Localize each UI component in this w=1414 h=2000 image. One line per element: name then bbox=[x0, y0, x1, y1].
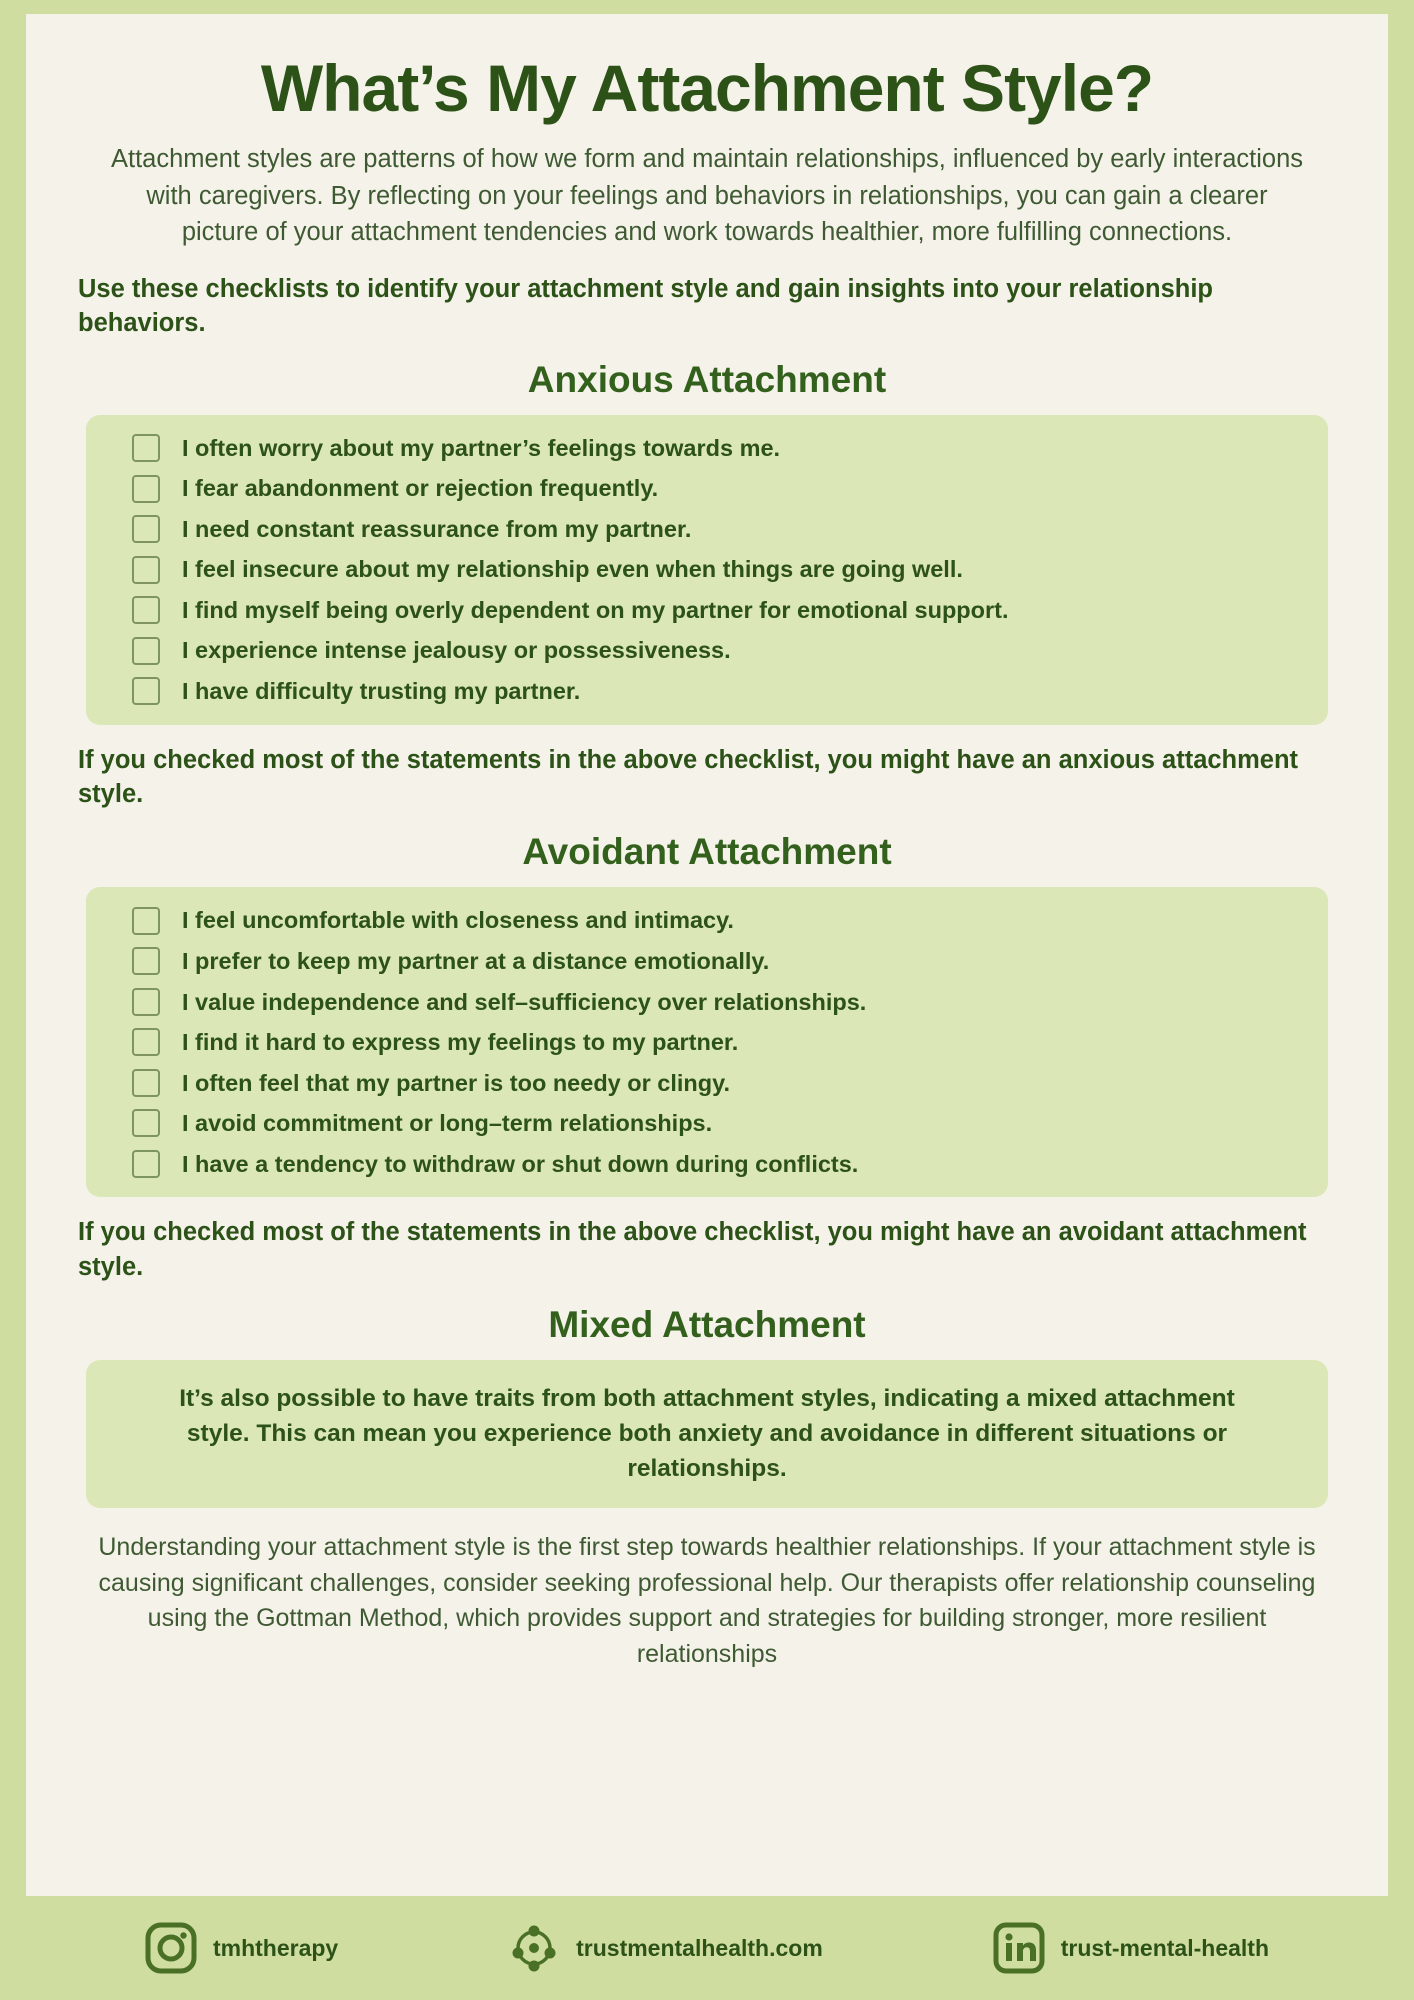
checkbox-icon[interactable] bbox=[132, 907, 160, 935]
list-item-label: I find it hard to express my feelings to my partner. bbox=[182, 1029, 739, 1056]
list-item[interactable] bbox=[110, 1108, 1308, 1139]
section-title-avoidant: Avoidant Attachment bbox=[522, 831, 892, 873]
outro-paragraph: Understanding your attachment style is the first step towards healthier relationships. If your attachment style is causing significant challenges, consider seeking professional help. Our therapists offer relationship counseling using the Gottman Method, which provides support and strategies for building stronger, more resilient relationships bbox=[98, 1533, 1316, 1668]
footer-instagram-label: tmhtherapy bbox=[212, 1934, 339, 1961]
list-item-label: I avoid commitment or long–term relationships. bbox=[182, 1110, 713, 1137]
linkedin-icon bbox=[993, 1922, 1045, 1974]
footer-linkedin-label: trust-mental-health bbox=[1060, 1934, 1269, 1961]
section-title-mixed: Mixed Attachment bbox=[548, 1304, 866, 1346]
mixed-attachment-box: It’s also possible to have traits from both attachment styles, indicating a mixed attachment style. This can mean you experience both anxiety and avoidance in different situations or relationships. bbox=[86, 1360, 1328, 1508]
checklist-anxious bbox=[86, 415, 1328, 725]
list-item-label: I need constant reassurance from my partner. bbox=[182, 515, 692, 542]
list-item[interactable] bbox=[110, 1068, 1308, 1099]
list-item[interactable] bbox=[110, 554, 1308, 585]
list-item[interactable] bbox=[110, 987, 1308, 1018]
instagram-icon bbox=[145, 1922, 197, 1974]
poster-sheet bbox=[26, 14, 1388, 1896]
list-item-label: I experience intense jealousy or possessiveness. bbox=[182, 637, 731, 664]
result-note-avoidant: If you checked most of the statements in the above checklist, you might have an avoidant attachment style. bbox=[78, 1218, 1307, 1281]
list-item[interactable] bbox=[110, 676, 1308, 707]
checkbox-icon[interactable] bbox=[132, 515, 160, 543]
footer-linkedin[interactable] bbox=[993, 1922, 1269, 1974]
checkbox-icon[interactable] bbox=[132, 1028, 160, 1056]
checkbox-icon[interactable] bbox=[132, 1109, 160, 1137]
footer-website[interactable] bbox=[508, 1922, 823, 1974]
section-title-anxious: Anxious Attachment bbox=[527, 358, 887, 400]
list-item-label: I have a tendency to withdraw or shut down during conflicts. bbox=[182, 1150, 859, 1177]
list-item-label: I feel uncomfortable with closeness and intimacy. bbox=[182, 907, 734, 934]
footer-website-label: trustmentalhealth.com bbox=[576, 1934, 823, 1961]
list-item-label: I prefer to keep my partner at a distance emotionally. bbox=[182, 947, 770, 974]
checkbox-icon[interactable] bbox=[132, 1069, 160, 1097]
list-item[interactable] bbox=[110, 905, 1308, 936]
list-item[interactable] bbox=[110, 946, 1308, 977]
list-item-label: I often feel that my partner is too needy or clingy. bbox=[182, 1069, 730, 1096]
checkbox-icon[interactable] bbox=[132, 556, 160, 584]
list-item-label: I feel insecure about my relationship even when things are going well. bbox=[182, 556, 963, 583]
list-item[interactable] bbox=[110, 635, 1308, 666]
list-item[interactable] bbox=[110, 433, 1308, 464]
checkbox-icon[interactable] bbox=[132, 637, 160, 665]
checkbox-icon[interactable] bbox=[132, 677, 160, 705]
intro-paragraph: Attachment styles are patterns of how we form and maintain relationships, influenced by early interactions with caregivers. By reflecting on your feelings and behaviors in relationships, you can gain a clearer picture of your attachment tendencies and work towards healthier, more fulfilling connections. bbox=[110, 145, 1304, 246]
list-item[interactable] bbox=[110, 1149, 1308, 1180]
result-note-anxious: If you checked most of the statements in the above checklist, you might have an anxious attachment style. bbox=[78, 745, 1299, 808]
list-item[interactable] bbox=[110, 514, 1308, 545]
checkbox-icon[interactable] bbox=[132, 596, 160, 624]
list-item[interactable] bbox=[110, 473, 1308, 504]
list-item-label: I fear abandonment or rejection frequently. bbox=[182, 475, 659, 502]
checkbox-icon[interactable] bbox=[132, 1150, 160, 1178]
checkbox-icon[interactable] bbox=[132, 475, 160, 503]
list-item-label: I have difficulty trusting my partner. bbox=[182, 678, 581, 705]
page-title: What’s My Attachment Style? bbox=[260, 51, 1154, 125]
footer bbox=[0, 1896, 1414, 2000]
list-item-label: I often worry about my partner’s feelings towards me. bbox=[182, 434, 781, 461]
checkbox-icon[interactable] bbox=[132, 988, 160, 1016]
list-item[interactable] bbox=[110, 1027, 1308, 1058]
footer-instagram[interactable] bbox=[145, 1922, 338, 1974]
checklist-avoidant bbox=[86, 887, 1328, 1197]
globe-network-icon bbox=[508, 1922, 560, 1974]
checkbox-icon[interactable] bbox=[132, 947, 160, 975]
list-item-label: I value independence and self–sufficiency over relationships. bbox=[182, 988, 867, 1015]
instruction-text: Use these checklists to identify your attachment style and gain insights into your relationship behaviors. bbox=[78, 274, 1213, 338]
list-item-label: I find myself being overly dependent on my partner for emotional support. bbox=[182, 596, 1009, 623]
checkbox-icon[interactable] bbox=[132, 434, 160, 462]
list-item[interactable] bbox=[110, 595, 1308, 626]
